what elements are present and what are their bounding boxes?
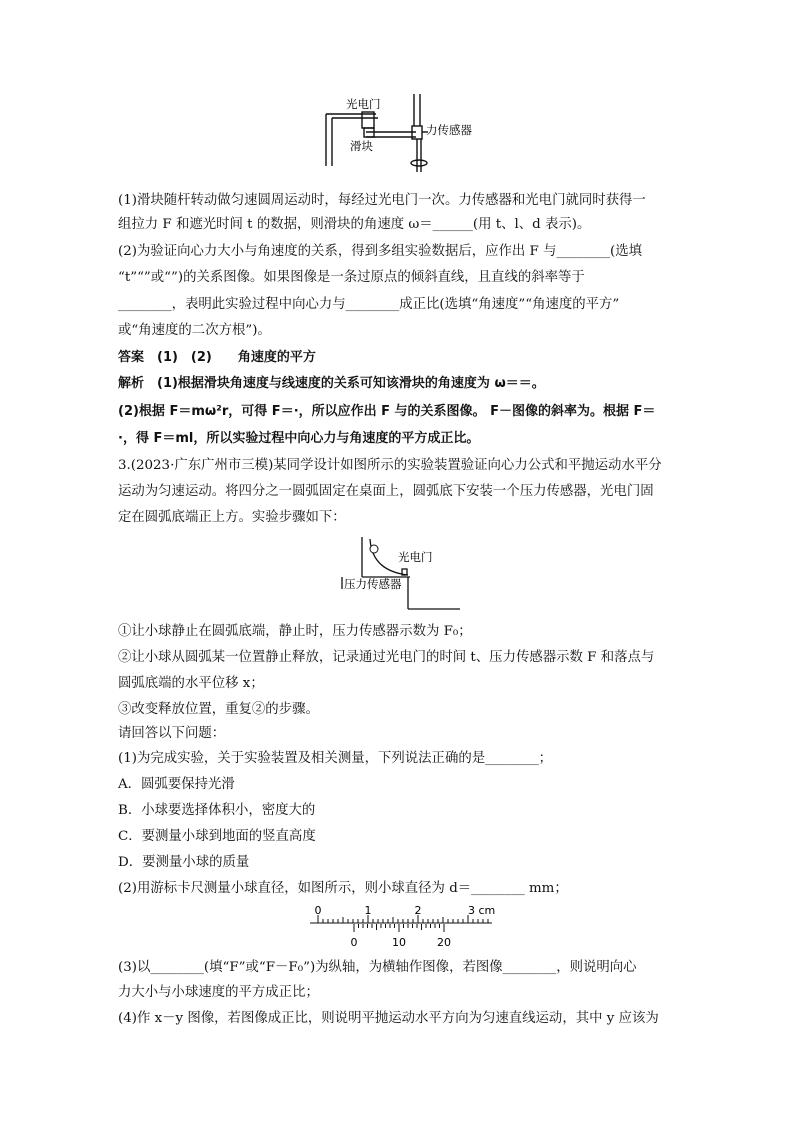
questions-prompt: 请回答以下问题：: [118, 726, 226, 741]
main-label-0: 0: [314, 904, 322, 917]
q2-part2-line2: “t”“”或“”)的关系图像。如果图像是一条过原点的倾斜直线，且直线的斜率等于: [118, 270, 585, 285]
q3-intro-line2: 运动为匀速运动。将四分之一圆弧固定在桌面上，圆弧底下安装一个压力传感器，光电门固: [118, 484, 654, 499]
label-photogate: 光电门: [346, 97, 381, 111]
q3-intro-line1: 3.(2023·广东广州市三模)某同学设计如图所示的实验装置验证向心力公式和平抛运动水平分: [118, 458, 662, 473]
step-2-line1: ②让小球从圆弧某一位置静止释放，记录通过光电门的时间 t、压力传感器示数 F 和落点与: [118, 650, 655, 665]
main-label-2: 2: [414, 904, 422, 917]
analysis-line2: (2)根据 F＝mω²r，可得 F＝·，所以应作出 F 与的关系图像。 F－图像的斜率为。根据 F＝: [118, 404, 656, 419]
label-force-sensor: 力传感器: [426, 123, 472, 137]
vernier-label-0: 0: [350, 936, 358, 949]
step-3: ③改变释放位置，重复②的步骤。: [118, 702, 319, 717]
option-a: A．圆弧要保持光滑: [118, 777, 235, 792]
figure-rotating-apparatus: [318, 92, 488, 172]
q3-sub1: (1)为完成实验，关于实验装置及相关测量，下列说法正确的是________；: [118, 751, 553, 766]
q2-part1-line2: 组拉力 F 和遮光时间 t 的数据，则滑块的角速度 ω＝______(用 t、l、d 表示)。: [118, 217, 591, 232]
q2-part2-line3: ________，表明此实验过程中向心力与________成正比(选填“角速度”“角速度的平方”: [118, 297, 620, 312]
analysis-line1: 解析 (1)根据滑块角速度与线速度的关系可知该滑块的角速度为 ω＝＝。: [118, 376, 545, 391]
step-1: ①让小球静止在圆弧底端，静止时，压力传感器示数为 F₀；: [118, 624, 472, 639]
step-2-line2: 圆弧底端的水平位移 x；: [118, 676, 264, 691]
q3-sub2: (2)用游标卡尺测量小球直径，如图所示，则小球直径为 d＝________ mm；: [118, 881, 568, 896]
label-slider: 滑块: [350, 139, 373, 153]
q2-part2-line1: (2)为验证向心力大小与角速度的关系，得到多组实验数据后，应作出 F 与________(选填: [118, 244, 643, 259]
option-c: C．要测量小球到地面的竖直高度: [118, 829, 316, 844]
main-label-1: 1: [364, 904, 372, 917]
vernier-label-20: 20: [437, 936, 451, 949]
q3-intro-line3: 定在圆弧底端正上方。实验步骤如下：: [118, 510, 346, 525]
option-d: D．要测量小球的质量: [118, 855, 250, 870]
label-photogate-2: 光电门: [398, 550, 433, 564]
figure-vernier-caliper: [306, 901, 496, 951]
q2-part2-line4: 或“角速度的二次方根”)。: [118, 323, 271, 338]
q3-sub3-line2: 力大小与小球速度的平方成正比；: [118, 985, 319, 1000]
figure-arc-apparatus: [340, 533, 465, 613]
answer-line: 答案 (1) (2) 角速度的平方: [118, 350, 316, 365]
vernier-label-10: 10: [392, 936, 406, 949]
q3-sub4: (4)作 x－y 图像，若图像成正比，则说明平抛运动水平方向为匀速直线运动，其中 y 应该为: [118, 1011, 659, 1026]
q3-sub3-line1: (3)以________(填“F”或“F－F₀”)为纵轴，为横轴作图像，若图像________，则说明向心: [118, 960, 637, 975]
option-b: B．小球要选择体积小，密度大的: [118, 803, 316, 818]
analysis-line3: ·，得 F＝ml，所以实验过程中向心力与角速度的平方成正比。: [118, 431, 480, 446]
main-label-3: 3 cm: [468, 904, 496, 917]
label-pressure-sensor: 压力传感器: [344, 577, 402, 591]
q2-part1-line1: (1)滑块随杆转动做匀速圆周运动时，每经过光电门一次。力传感器和光电门就同时获得一: [118, 193, 646, 208]
